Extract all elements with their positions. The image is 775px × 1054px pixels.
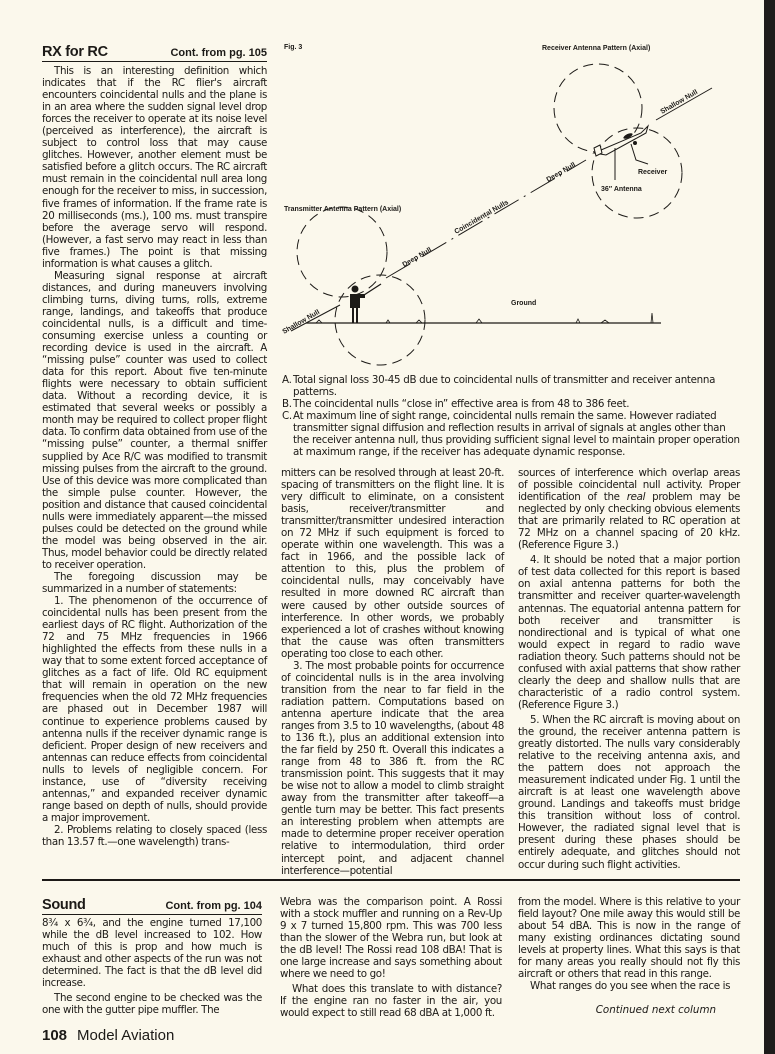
- paragraph: 8¾ x 6¾, and the engine turned 17,100 while the dB level increased to 102. How much of this is prop and how much is exhaust and other aspects of the run was not determined. The fact is that the dB level did increase.: [42, 917, 262, 990]
- paragraph: 2. Problems relating to closely spaced (less than 13.57 ft.—one wavelength) trans-: [42, 823, 267, 848]
- antenna-pattern-diagram: [276, 38, 746, 368]
- caption-item: [282, 374, 740, 398]
- continued-next-column: Continued next column: [595, 1004, 716, 1016]
- caption-key: C.: [282, 410, 292, 423]
- text-run: problem may be neglected by only checking obvious elements that are primarily related to RC operation at 72 MHz on a channel spacing of 20 kHz. (Reference Figure 3.): [518, 491, 741, 552]
- article-header-sound: [42, 897, 262, 915]
- paragraph: What does this translate to with distance? If the engine ran no faster in the air, you would expect to still read 68 dBA at 1,000 ft.: [280, 983, 502, 1020]
- paragraph: Measuring signal response at aircraft distances, and during maneuvers involving climbing turns, diving turns, rolls, extreme range, landings, and takeoffs that produce coincidental nulls, is a difficult and time-consuming exercise unless a counting or recording device is used in the aircraft. A “missing pulse” counter was used to collect data for this report. About five ten-minute flights were necessary to obtain sufficient data. Without a recording device, it is estimated that several weeks or possibly a month may be required to collect proper flight data. To confirm data obtained from use of the “missing pulse” counter, a thermal sniffer supplied by Ace R/C was modified to transmit missing pulses from the aircraft to the ground. Use of this device was more complicated than the simple pulse counter. However, the position and distance that caused coincidental nulls were immediately apparent—the missed pulses could be detected on the ground while the model was being observed in the air. Thus, model behavior could be directly related to receiver operation.: [42, 269, 267, 571]
- caption-text: Total signal loss 30-45 dB due to coincidental nulls of transmitter and receiver antenna patterns.: [293, 374, 716, 399]
- transmitter-lower-lobe: [335, 275, 425, 365]
- paragraph: The foregoing discussion may be summarized in a number of statements:: [42, 570, 267, 596]
- figure-label: Fig. 3: [284, 44, 303, 51]
- caption-text: At maximum line of sight range, coincidental nulls remain the same. However radiated transmitter signal diffusion and reflection results in arrival of signals at angles other than the receiver antenna null, thus providing sufficient signal level to maintain proper operation at maximum range, if the receiver has adequate dynamic response.: [293, 410, 740, 459]
- paragraph: What ranges do you see when the race is: [530, 980, 731, 993]
- article-divider: [42, 879, 740, 881]
- caption-text: The coincidental nulls “close in” effective area is from 48 to 386 feet.: [293, 398, 630, 411]
- receiver-shallow-null-line: [656, 88, 712, 120]
- article-header-rx-for-rc: [42, 44, 267, 62]
- paragraph: Webra was the comparison point. A Rossi with a stock muffler and running on a Rev-Up 9 x 7 turned 15,800 rpm. This was 700 less than the slower of the Webra run, but look at the dB level! The Rossi read 108 dBA! That is one large increase and says something about where we need to go!: [280, 896, 502, 981]
- coincidental-nulls-label: Coincidental Nulls: [453, 199, 510, 236]
- paragraph: This is an interesting definition which indicates that if the RC flier's aircraft encounters coincidental nulls and the plane is in an area where the sudden signal level drop forces the receiver to operate at its noise level (perceived as interference), the aircraft is subject to control loss that may cause glitches. However, another element must be satisfied before a glitch occurs. The RC aircraft must remain in the coincidental null area long enough for the receiver to miss, in succession, five frames of information. If the frame rate is 20 milliseconds (ms.), 100 ms. must transpire before the average servo will respond. (However, a fast servo may react in less than five frames.) The point is that missing information is what causes a glitch.: [42, 65, 267, 270]
- continuation-note: Cont. from pg. 104: [165, 900, 262, 912]
- receiver-label: Receiver: [638, 169, 668, 176]
- deep-null-tx-label: Deep Null: [401, 246, 433, 269]
- receiver-pattern-label: Receiver Antenna Pattern (Axial): [542, 45, 651, 52]
- article-column-1: [42, 65, 267, 848]
- pilot-with-transmitter-icon: [350, 284, 381, 323]
- transmitter-pattern-label: Transmitter Antenna Pattern (Axial): [284, 206, 402, 213]
- paragraph: from the model. Where is this relative to your field layout? One mile away this would still be about 54 dBA. This is now in the range of many existing ordinances dictating sound levels at property lines. What this says is that for many areas you really should not fly this aircraft or others that read in this range.: [518, 896, 740, 981]
- figure-3: [276, 38, 746, 368]
- paragraph: 1. The phenomenon of the occurrence of coincidental nulls has been present from the earliest days of RC flight. Authorization of the 72 and 75 MHz frequencies in 1966 highlighted the effects from these nulls in a way that to some extent forced acceptance of glitches as a fact of life. Old RC equipment that will remain in operation on the new frequencies when the old 72 MHz frequencies are phased out in December 1987 will continue to experience problems caused by antenna nulls if the receiver dynamic range is deficient. Proper design of new receivers and antennas can reduce effects from coincidental nulls to levels of negligible concern. For instance, use of “diversity receiving antennas,” and expanded receiver dynamic range based on depth of nulls, should provide a major improvement.: [42, 595, 267, 824]
- sound-column-2: [280, 896, 502, 1019]
- receiver-pointer: [631, 144, 648, 164]
- caption-key: B.: [282, 398, 292, 411]
- paragraph: 3. The most probable points for occurrence of coincidental nulls is in the area involving transition from the near to far field in the radiation pattern. Computations based on antenna aperture indicate that the area ranges from 3.5 to 10 wavelengths, (about 48 to 136 ft.), plus an additional extension into the far field by 250 ft. Overall this indicates a range from 48 to 386 ft. from the RC transmission point. This suggests that it may be wise not to allow a model to climb straight away from the transmitter after takeoff—a gentle turn may be better. This fact presents an interesting problem when attempts are made to determine proper receiver operation relative to intermodulation, third order intercept point, and adjacent channel interference—potential: [281, 659, 504, 877]
- text-run: sources of interference which overlap areas of possible coincidental null activity. Proper identification of the: [518, 467, 740, 504]
- receiver-lower-lobe: [592, 128, 682, 218]
- page-footer: [42, 1027, 174, 1044]
- sound-column-3: [518, 896, 740, 992]
- caption-item: [282, 410, 740, 458]
- deep-null-rx-label: Deep Null: [545, 161, 577, 184]
- shallow-null-rx-label: Shallow Null: [659, 88, 700, 116]
- figure-captions: [282, 374, 740, 458]
- paragraph: mitters can be resolved through at least 20-ft. spacing of transmitters on the flight line. It is very difficult to eliminate, on a consistent basis, receiver/transmitter and transmitter/transmitter undesired interaction on 72 MHz if such equipment is forced to operate within one wavelength. This was a fact in 1966, and the possible lack of attention to this, plus the problem of coincidental nulls, may conceivably have resulted in more downed RC aircraft than were caused by other outside sources of interference. In other words, we probably experienced a lot of crashes without knowing that the cause was often transmitters operating too close to each other.: [281, 467, 504, 660]
- article-title: RX for RC: [42, 44, 108, 60]
- paragraph: 5. When the RC aircraft is moving about on the ground, the receiver antenna pattern is greatly distorted. The nulls vary considerably relative to the receiving antenna axis, and the pattern does not approach the measurement indicated under Fig. 1 until the aircraft is at least one wavelength above ground. Landings and takeoffs must bridge this transition without loss of control. However, the radiated signal level that is present during these phases should be entirely adequate, and glitches should not occur during such flight activities.: [518, 713, 740, 871]
- article-column-3: [518, 467, 740, 871]
- ground-label: Ground: [511, 300, 537, 307]
- magazine-name: Model Aviation: [77, 1027, 175, 1044]
- page-number: 108: [42, 1027, 68, 1044]
- paragraph: The second engine to be checked was the one with the gutter pipe muffler. The: [42, 992, 262, 1017]
- paragraph: [518, 467, 740, 551]
- grass-tufts: [316, 313, 653, 323]
- emphasis: real: [626, 491, 646, 504]
- continuation-note: Cont. from pg. 105: [170, 47, 267, 59]
- transmitter-upper-lobe: [297, 207, 387, 297]
- article-column-2: [281, 467, 504, 877]
- sound-column-1: [42, 917, 262, 1016]
- caption-item: [282, 398, 740, 410]
- caption-key: A.: [282, 374, 292, 386]
- shallow-null-tx-label: Shallow Null: [281, 308, 322, 336]
- antenna-label: 36″ Antenna: [601, 186, 642, 193]
- paragraph: 4. It should be noted that a major portion of test data collected for this report is based on axial antenna patterns for both the transmitter and receiver quarter-wavelength antennas. The equatorial antenna pattern for both receiver and transmitter is nondirectional and is typical of what one would expect in regard to radio wave radiation theory. Such patterns should not be confused with axial patterns that show rather clearly the deep and shallow nulls that are characteristic of a radio control system. (Reference Figure 3.): [518, 554, 740, 711]
- article-title: Sound: [42, 897, 86, 913]
